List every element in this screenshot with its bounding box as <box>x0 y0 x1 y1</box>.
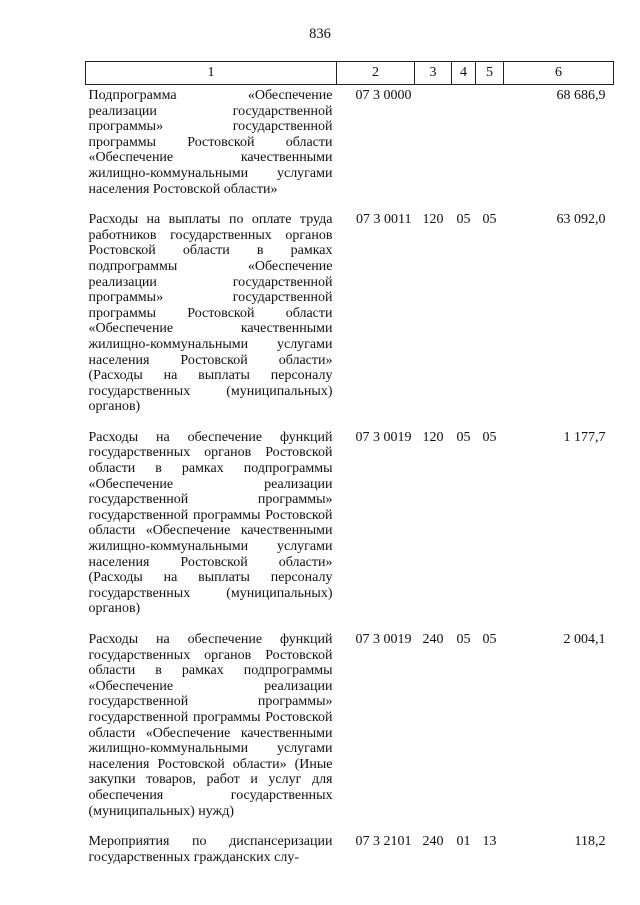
row-section: 01 <box>456 834 471 850</box>
row-expense-type <box>415 85 452 210</box>
row-section: 05 <box>456 429 471 445</box>
row-description: Расходы на обеспечение функций государственных органов Ростовской области в рамках подпрограммы «Обеспечение реализации государственной программы» государственной программы Ростовской области «Обеспечение качественными жилищно-коммунальными услугами населения Ростовской области» (Иные закупки товаров, работ и услуг для обеспечения государственных (муниципальных) нужд) <box>88 632 333 819</box>
header-col-5: 5 <box>476 62 504 85</box>
header-row <box>86 62 614 85</box>
row-description: Мероприятия по диспансеризации государственных гражданских слу- <box>88 834 333 865</box>
row-amount: 2 004,1 <box>563 632 606 647</box>
row-target-code: 07 3 0000 <box>355 88 412 103</box>
row-subsection: 05 <box>482 632 497 647</box>
row-description: Расходы на обеспечение функций государственных органов Ростовской области в рамках подпрограммы «Обеспечение реализации государственной программы» государственной программы Ростовской области «Обеспечение качественными жилищно-коммунальными услугами населения Ростовской области» (Расходы на выплаты персоналу государственных (муниципальных) органов) <box>88 429 333 617</box>
row-section: 05 <box>456 212 471 228</box>
budget-table <box>85 61 614 877</box>
row-subsection: 05 <box>482 212 497 228</box>
row-expense-type: 120 <box>422 212 444 228</box>
table-row <box>86 427 614 629</box>
row-target-code: 07 3 0019 <box>355 429 412 445</box>
page-number: 836 <box>309 26 331 42</box>
row-amount: 63 092,0 <box>556 212 606 228</box>
row-subsection <box>476 85 504 210</box>
row-target-code: 07 3 2101 <box>355 834 412 850</box>
row-subsection: 13 <box>482 834 497 850</box>
row-description: Подпрограмма «Обеспечение реализации государственной программы» государственной программы Ростовской области «Обеспечение качественными жилищно-коммунальными услугами населения Ростовской области» <box>88 88 333 197</box>
table-row <box>86 629 614 831</box>
row-section: 05 <box>456 632 471 647</box>
row-expense-type: 120 <box>422 429 444 445</box>
row-amount: 118,2 <box>574 834 606 850</box>
header-col-4: 4 <box>452 62 476 85</box>
header-col-1: 1 <box>86 62 337 85</box>
row-amount: 1 177,7 <box>563 429 606 445</box>
table-row <box>86 831 614 877</box>
header-col-2: 2 <box>337 62 415 85</box>
header-col-6: 6 <box>504 62 614 85</box>
table-row <box>86 209 614 427</box>
row-subsection: 05 <box>482 429 497 445</box>
table-body <box>86 85 614 878</box>
row-expense-type: 240 <box>422 834 444 850</box>
table-row <box>86 85 614 210</box>
row-target-code: 07 3 0019 <box>355 632 412 647</box>
row-section <box>452 85 476 210</box>
row-description: Расходы на выплаты по оплате труда работников государственных органов Ростовской области в рамках подпрограммы «Обеспечение реализации государственной программы» государственной программы Ростовской области «Обеспечение качественными жилищно-коммунальными услугами населения Ростовской области» (Расходы на выплаты персоналу государственных (муниципальных) органов) <box>88 212 333 415</box>
row-amount: 68 686,9 <box>556 88 606 103</box>
table-header <box>86 62 614 85</box>
header-col-3: 3 <box>415 62 452 85</box>
row-target-code: 07 3 0011 <box>356 212 412 228</box>
row-expense-type: 240 <box>422 632 444 647</box>
